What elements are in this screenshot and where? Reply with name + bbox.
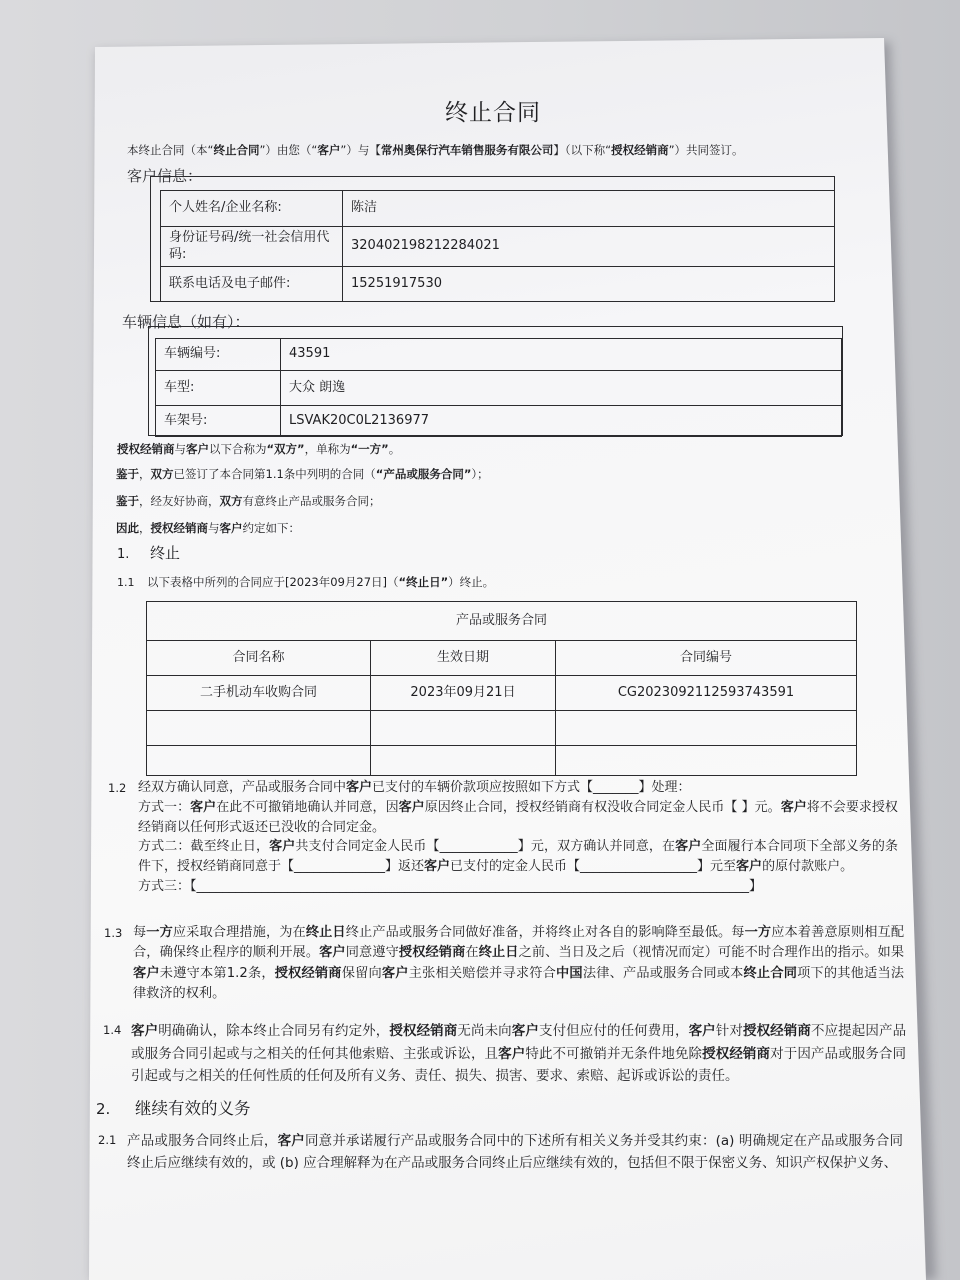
- text-run: 对于因产品或服务合同引起或与之相关的任何性质的任何及所有义务、责任、损失、损害、要求、索赔、起诉或诉讼的责任。: [131, 1045, 907, 1084]
- text-run: 方式一：: [138, 799, 191, 815]
- bold-text-run: “终止日”: [398, 575, 449, 589]
- bold-text-run: 客户: [190, 799, 217, 815]
- text-run: 与: [174, 442, 186, 456]
- clause-number: 1.4: [103, 1023, 122, 1037]
- text-run: 未遵守本第1.2条，: [159, 965, 275, 981]
- text-run: 之前、当日及之后（视情况而定）可能不时合理作出的指示。如果: [518, 945, 905, 961]
- bold-text-run: 双方: [150, 467, 174, 481]
- bold-text-run: 终止合同: [213, 143, 260, 157]
- text-run: 终止产品或服务合同做好准备，并将终止对各自的影响降至最低。每: [345, 925, 745, 940]
- text-run: 以下表格中所列的合同应于[2023年09月27日]（: [147, 575, 399, 589]
- clause-text: [131, 1020, 906, 1088]
- text-run: 项下的其他适当法律救济的权利。: [133, 965, 905, 1001]
- section-1-heading: [117, 542, 180, 563]
- bold-text-run: 客户: [317, 143, 341, 157]
- text-run: 同意遵守: [345, 945, 399, 961]
- field-value: LSVAK20C0L2136977: [281, 406, 842, 437]
- bold-text-run: 客户: [498, 1045, 526, 1062]
- bold-text-run: 授权经销商: [742, 1023, 811, 1039]
- bold-text-run: “双方”: [266, 442, 305, 456]
- text-run: 无尚未向: [457, 1023, 512, 1039]
- vehicle-info-table: [155, 338, 842, 437]
- bold-text-run: 客户: [381, 965, 409, 981]
- field-value: 陈洁: [343, 191, 835, 227]
- column-header: 生效日期: [371, 641, 556, 676]
- bold-text-run: 客户: [398, 799, 425, 815]
- recital-therefore: [116, 520, 300, 536]
- field-label: 身份证号码/统一社会信用代码:: [161, 227, 343, 267]
- text-run: 共支付合同定金人民币【____________】元，双方确认并同意，在: [295, 839, 676, 855]
- bold-text-run: 授权经销商: [389, 1023, 458, 1039]
- text-run: ，: [139, 467, 151, 481]
- text-run: ”）与【: [340, 143, 381, 157]
- table-row: [156, 406, 842, 437]
- option-3: [138, 877, 898, 897]
- vehicle-info-heading: 车辆信息（如有）：: [122, 313, 250, 331]
- text-run: 主张相关赔偿并寻求符合: [408, 965, 557, 981]
- contracts-table: [146, 601, 857, 776]
- bold-text-run: 客户: [277, 1133, 305, 1149]
- table-cell: [147, 711, 371, 746]
- text-run: 与: [208, 521, 220, 535]
- bold-text-run: 因此: [116, 521, 139, 535]
- text-run: 在此不可撤销地确认并同意，因: [216, 799, 399, 815]
- text-run: ）；: [471, 467, 489, 481]
- table-row: [161, 191, 835, 227]
- clause-number: 2.1: [98, 1133, 117, 1147]
- section-title: 继续有效的义务: [135, 1099, 251, 1118]
- column-header: 合同编号: [556, 641, 857, 676]
- text-run: 全面履行本合同项下全部义务的条件下，授权经销商同意于【______________】返还: [138, 839, 898, 875]
- bold-text-run: 客户: [186, 442, 209, 456]
- bold-text-run: 客户: [736, 859, 763, 875]
- clause-number: 1.2: [108, 781, 127, 795]
- bold-text-run: 终止日: [478, 945, 519, 961]
- table-row: [147, 676, 857, 711]
- text-run: 已支付的定金人民币【__________________】元至: [450, 859, 737, 875]
- bold-text-run: 客户: [424, 859, 451, 875]
- clause-text: [127, 1130, 903, 1174]
- clause-1-2: [108, 778, 898, 897]
- clause-2-1: [98, 1130, 903, 1174]
- table-row: [156, 339, 842, 371]
- text-run: ”）由您（“: [259, 143, 318, 157]
- bold-text-run: 授权经销商: [398, 945, 466, 961]
- bold-text-run: 一方: [146, 925, 173, 940]
- table-header-row: [147, 641, 857, 676]
- table-cell: [371, 711, 556, 746]
- bold-text-run: 客户: [688, 1023, 716, 1039]
- text-run: 不应提起因产品或服务合同引起或与之相关的任何其他索赔、主张或诉讼，且: [131, 1023, 907, 1062]
- option-1: [138, 798, 898, 838]
- table-cell: 二手机动车收购合同: [147, 676, 371, 711]
- clause-number: 1.1: [117, 576, 135, 589]
- text-run: 。: [388, 442, 401, 456]
- table-cell: CG2023092112593743591: [556, 676, 857, 711]
- clause-number: 1.3: [104, 926, 123, 940]
- text-run: 】（以下称“: [553, 143, 612, 157]
- bold-text-run: 客户: [511, 1023, 539, 1039]
- recital-whereas-2: [116, 493, 381, 509]
- text-run: 同意并承诺履行产品或服务合同中的下述所有相关义务并受其约束：(a) 明确规定在产品或服务合同终止后应继续有效的，或 (b) 应合理解释为在产品或服务合同终止后应继续有效的，包括但不限于保密义务、知识产权保护义务、: [127, 1133, 903, 1171]
- text-run: 法律、产品或服务合同或本: [582, 965, 744, 981]
- clause-text: [133, 923, 904, 1004]
- text-run: 方式二：截至终止日，: [138, 839, 270, 855]
- bold-text-run: 中国: [556, 965, 583, 981]
- text-run: 约定如下：: [242, 521, 300, 535]
- bold-text-run: 客户: [319, 945, 346, 961]
- bold-text-run: “产品或服务合同”: [375, 467, 472, 481]
- bold-text-run: 终止日: [305, 925, 346, 940]
- bold-text-run: 一方: [744, 925, 772, 940]
- customer-info-table: [160, 190, 835, 302]
- intro-paragraph: [127, 142, 744, 158]
- text-run: 每: [133, 925, 147, 940]
- clause-1-4: [103, 1020, 906, 1088]
- table-row: [161, 227, 835, 267]
- bold-text-run: 客户: [269, 839, 296, 855]
- section-title: 终止: [150, 544, 181, 562]
- field-value: 15251917530: [343, 267, 835, 302]
- bold-text-run: 授权经销商: [117, 442, 175, 456]
- field-label: 车架号:: [156, 406, 281, 437]
- field-label: 车辆编号:: [156, 339, 281, 371]
- table-row: [147, 746, 857, 776]
- text-run: 将不会要求授权经销商以任何形式返还已没收的合同定金。: [138, 799, 898, 835]
- text-run: 支付但应付的任何费用，: [538, 1023, 689, 1039]
- bold-text-run: 客户: [346, 780, 373, 795]
- customer-info-heading: 客户信息：: [127, 167, 203, 185]
- table-cell: [556, 746, 857, 776]
- section-number: 1.: [117, 547, 130, 562]
- text-run: 保留向: [341, 965, 382, 981]
- clause-body: [138, 778, 898, 897]
- bold-text-run: “一方”: [350, 442, 389, 456]
- field-value: 43591: [281, 339, 842, 371]
- bold-text-run: 客户: [131, 1023, 159, 1039]
- text-run: 有意终止产品或服务合同；: [242, 494, 381, 508]
- text-run: 明确确认，除本终止合同另有约定外，: [158, 1023, 390, 1039]
- text-run: ，经友好协商，: [139, 494, 220, 508]
- bold-text-run: 授权经销商: [611, 143, 669, 157]
- field-value: 大众 朗逸: [281, 371, 842, 406]
- text-run: 产品或服务合同终止后，: [127, 1133, 278, 1149]
- bold-text-run: 鉴于: [116, 494, 139, 508]
- text-run: 已支付的车辆价款项应按照如下方式【_______】处理：: [372, 780, 691, 795]
- clause-text: [147, 575, 494, 589]
- table-cell: [556, 711, 857, 746]
- bold-text-run: 客户: [675, 839, 702, 855]
- text-run: 应本着善意原则相互配合，确保终止程序的顺利开展。: [133, 925, 905, 961]
- text-run: 经双方确认同意，产品或服务合同中: [138, 780, 347, 795]
- clause-1-3: [104, 923, 904, 1004]
- text-run: ）终止。: [448, 575, 495, 589]
- table-cell: 2023年09月21日: [371, 676, 556, 711]
- field-label: 车型:: [156, 371, 281, 406]
- text-run: ”）共同签订。: [668, 143, 744, 157]
- bold-text-run: 授权经销商: [150, 521, 208, 535]
- table-caption-row: [147, 602, 857, 641]
- field-label: 个人姓名/企业名称:: [161, 191, 343, 227]
- bold-text-run: 客户: [780, 799, 807, 815]
- text-run: 在: [465, 945, 479, 961]
- column-header: 合同名称: [147, 641, 371, 676]
- text-run: 方式三：【_____________________________________________________________________________________】: [138, 878, 763, 894]
- table-row: [156, 371, 842, 406]
- text-run: 特此不可撤销并无条件地免除: [525, 1045, 703, 1062]
- clause-lead: [138, 778, 898, 798]
- document-title: 终止合同: [445, 100, 541, 126]
- table-cell: [147, 746, 371, 776]
- recital-parties: [117, 441, 400, 457]
- section-number: 2.: [96, 1100, 111, 1118]
- table-caption: 产品或服务合同: [147, 602, 857, 641]
- bold-text-run: 客户: [133, 965, 160, 981]
- table-row: [161, 267, 835, 302]
- text-run: 本终止合同（本“: [127, 143, 214, 157]
- text-run: ，: [139, 521, 151, 535]
- clause-1-1: [117, 571, 494, 590]
- bold-text-run: 常州奥保行汽车销售服务有限公司: [380, 143, 554, 157]
- bold-text-run: 终止合同: [743, 965, 798, 981]
- recital-whereas-1: [116, 466, 489, 482]
- option-2: [138, 837, 898, 877]
- bold-text-run: 鉴于: [116, 467, 139, 481]
- bold-text-run: 授权经销商: [274, 965, 342, 981]
- field-value: 320402198212284021: [343, 227, 835, 267]
- text-run: 已签订了本合同第1.1条中列明的合同（: [173, 467, 376, 481]
- section-2-heading: [96, 1095, 251, 1119]
- text-run: 原因终止合同，授权经销商有权没收合同定金人民币【 】元。: [424, 799, 781, 815]
- field-label: 联系电话及电子邮件:: [161, 267, 343, 302]
- table-cell: [371, 746, 556, 776]
- text-run: 应采取合理措施，为在: [172, 925, 306, 940]
- text-run: ，单称为: [304, 442, 351, 456]
- bold-text-run: 授权经销商: [702, 1045, 771, 1062]
- table-row: [147, 711, 857, 746]
- text-run: 针对: [715, 1023, 743, 1039]
- bold-text-run: 客户: [219, 521, 243, 535]
- text-run: 的原付款账户。: [762, 859, 854, 875]
- text-run: 以下合称为: [209, 442, 267, 456]
- bold-text-run: 双方: [219, 494, 243, 508]
